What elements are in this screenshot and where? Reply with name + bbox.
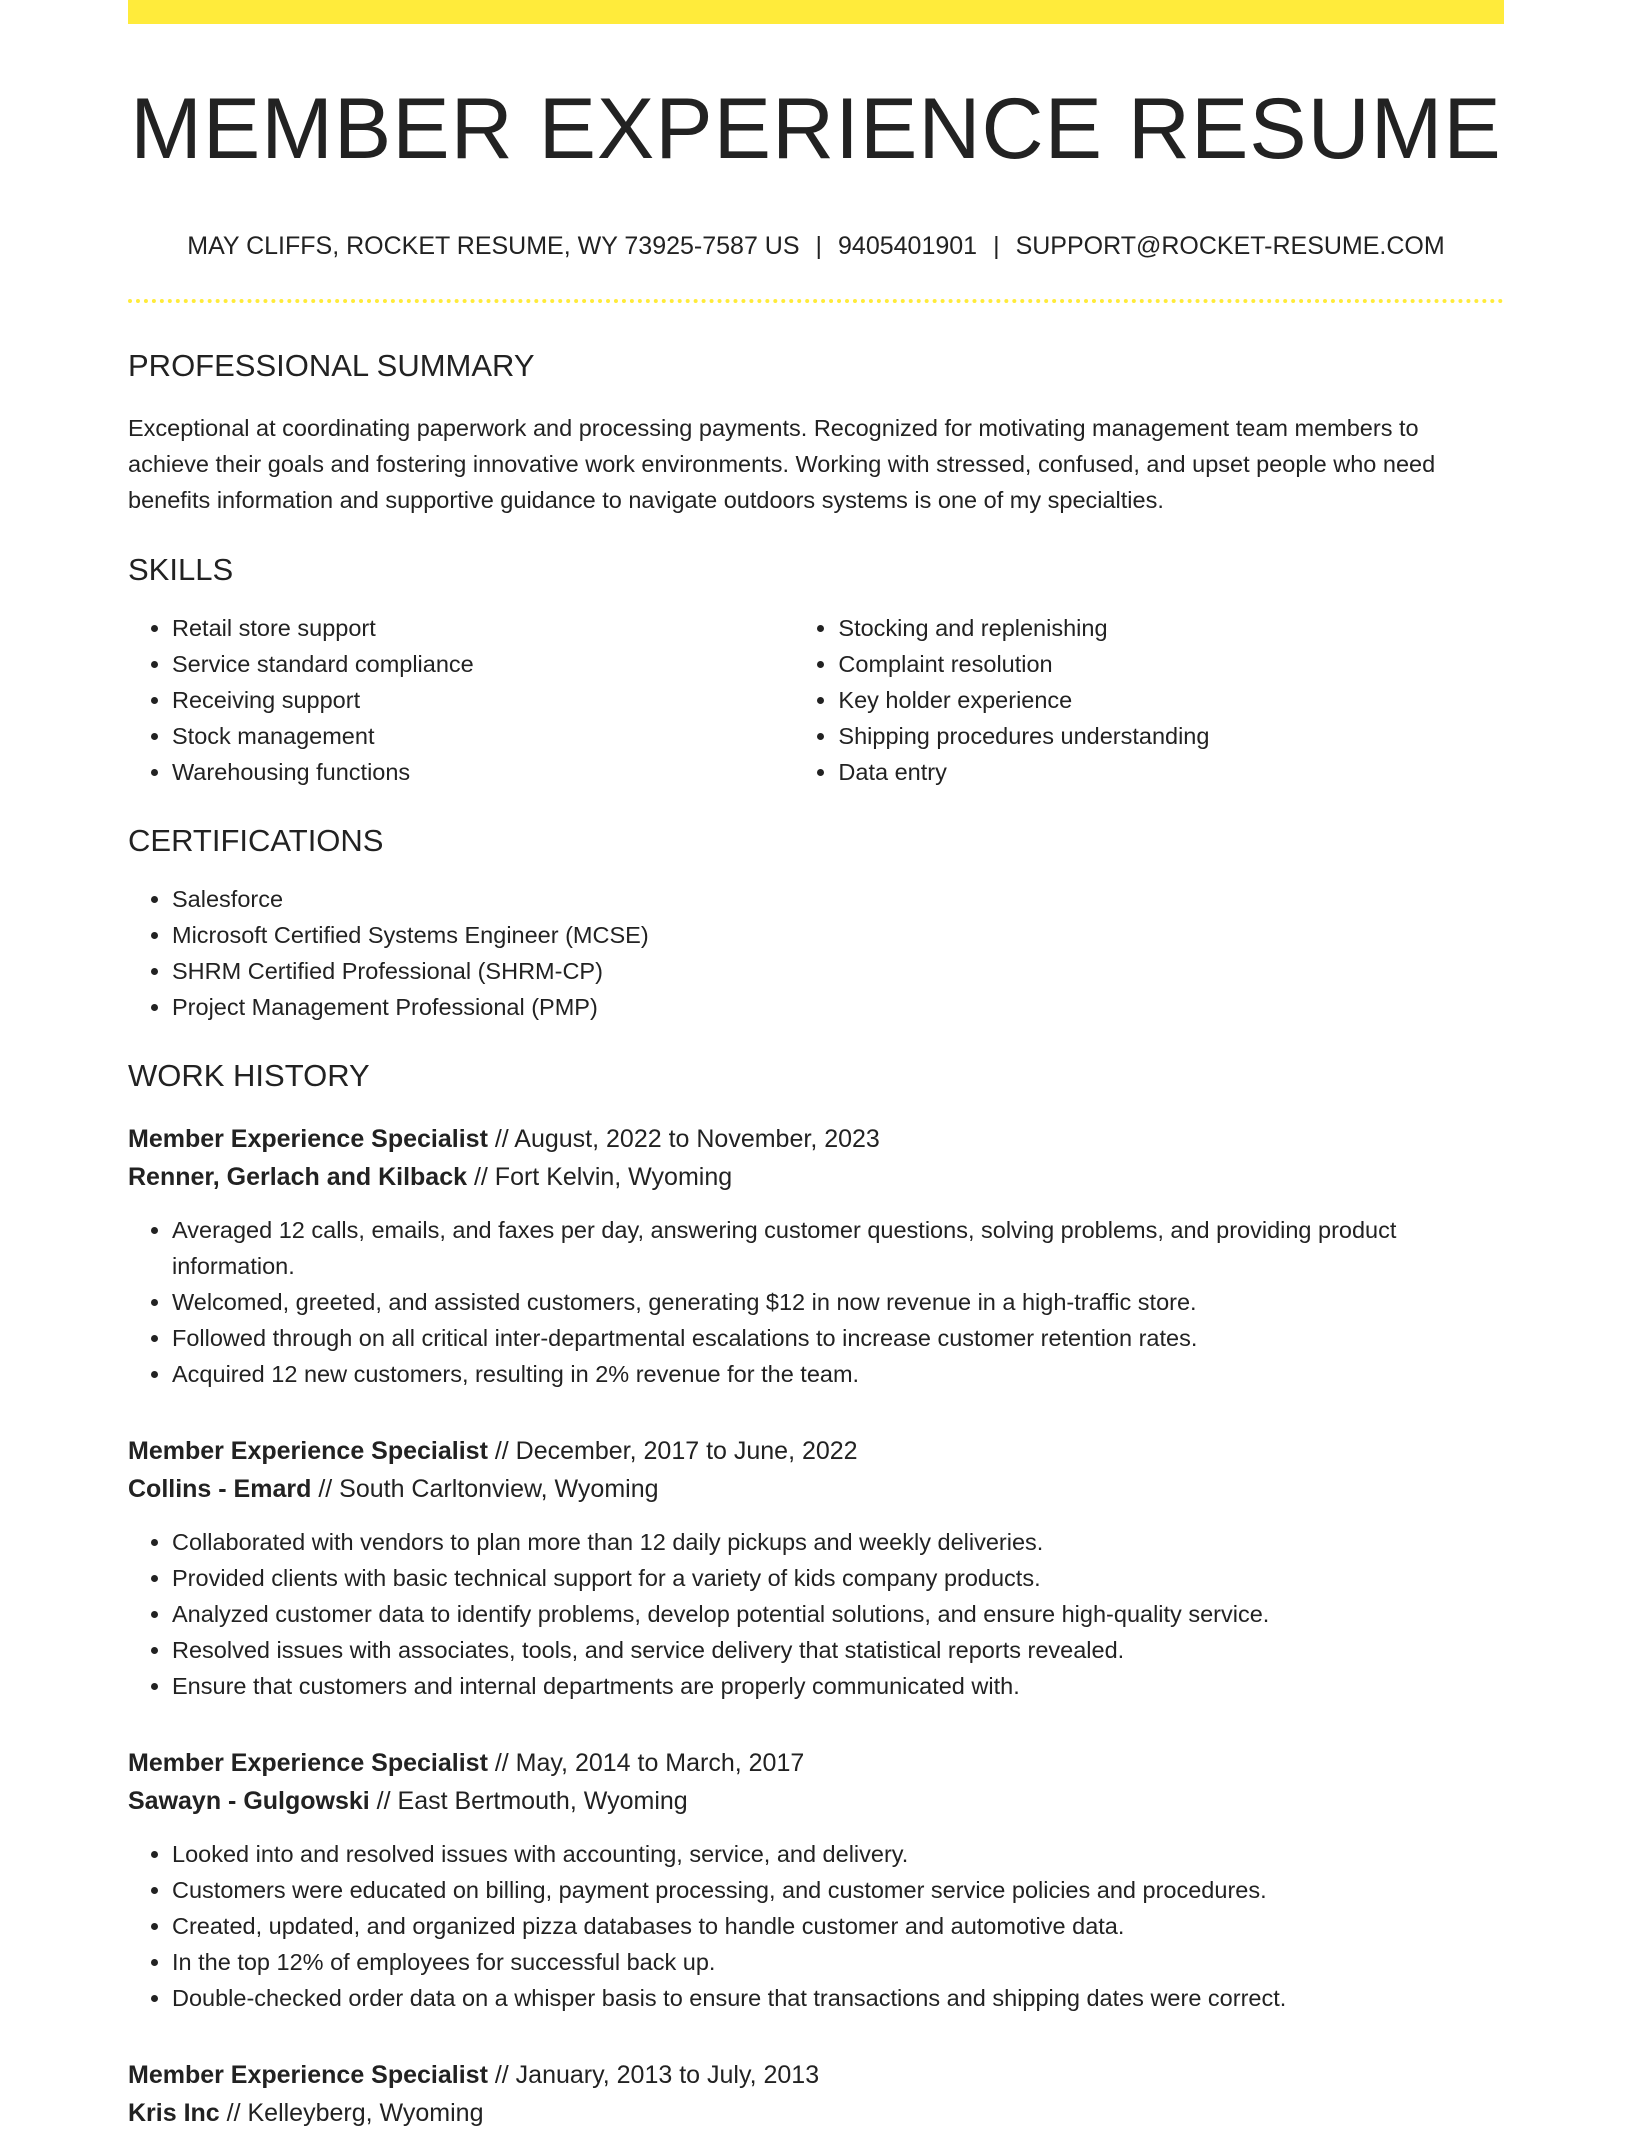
- job-bullet: • Followed through on all critical inter-departmental escalations to increase customer retention rates.: [172, 1320, 1504, 1356]
- job-company-line: [128, 1158, 1504, 1196]
- top-accent-bar: [128, 0, 1504, 24]
- job-bullet: • Welcomed, greeted, and assisted customers, generating $12 in now revenue in a high-traffic store.: [172, 1284, 1504, 1320]
- skills-list-right: [794, 610, 1504, 790]
- job-location: // East Bertmouth, Wyoming: [369, 1787, 688, 1816]
- job-location: // South Carltonview, Wyoming: [311, 1475, 659, 1504]
- certification-item: • Project Management Professional (PMP): [172, 989, 1504, 1025]
- contact-separator: |: [815, 231, 823, 260]
- summary-text: Exceptional at coordinating paperwork and processing payments. Recognized for motivating management team members to achieve their goals and fostering innovative work environments. Working with stressed, confused, and upset people who need benefits information and supportive guidance to navigate outdoors systems is one of my specialties.: [128, 414, 1436, 513]
- job-company: Renner, Gerlach and Kilback: [128, 1163, 468, 1192]
- job-entry: [128, 1120, 1504, 1392]
- job-bullet: • In the top 12% of employees for successful back up.: [172, 1944, 1504, 1980]
- contact-email: SUPPORT@ROCKET-RESUME.COM: [1015, 231, 1445, 260]
- job-dates: // January, 2013 to July, 2013: [487, 2061, 820, 2090]
- skill-item: • Stocking and replenishing: [838, 610, 1504, 646]
- job-bullet: • Looked into and resolved issues with accounting, service, and delivery.: [172, 1836, 1504, 1872]
- skill-item: • Retail store support: [172, 610, 794, 646]
- job-company: Collins - Emard: [128, 1475, 312, 1504]
- certifications-list: [128, 881, 1504, 1025]
- skill-item: • Complaint resolution: [838, 646, 1504, 682]
- skill-item: • Key holder experience: [838, 682, 1504, 718]
- job-bullet: • Resolved issues with associates, tools, and service delivery that statistical reports revealed.: [172, 1632, 1504, 1668]
- certification-item: • Salesforce: [172, 881, 1504, 917]
- contact-separator: |: [993, 231, 1000, 260]
- job-title-line: [128, 2056, 1504, 2094]
- skill-item: • Shipping procedures understanding: [838, 718, 1504, 754]
- job-bullet: • Acquired 12 new customers, resulting in 2% revenue for the team.: [172, 1356, 1504, 1392]
- job-dates: // December, 2017 to June, 2022: [487, 1437, 858, 1466]
- header-divider: [128, 299, 1504, 303]
- contact-line: [128, 231, 1504, 261]
- job-bullet: • Double-checked order data on a whisper basis to ensure that transactions and shipping dates were correct.: [172, 1980, 1504, 2016]
- job-title: Member Experience Specialist: [128, 1749, 488, 1778]
- skill-item: • Warehousing functions: [172, 754, 794, 790]
- skill-item: • Service standard compliance: [172, 646, 794, 682]
- skills-list-left: [128, 610, 794, 790]
- certification-item: • SHRM Certified Professional (SHRM-CP): [172, 953, 1504, 989]
- job-bullet: • Ensure that customers and internal departments are properly communicated with.: [172, 1668, 1504, 1704]
- job-bullets: [128, 1524, 1504, 1704]
- job-entry: [128, 1432, 1504, 1704]
- job-title-line: [128, 1120, 1504, 1158]
- job-location: // Kelleyberg, Wyoming: [219, 2099, 484, 2128]
- job-bullet: • Customers were educated on billing, payment processing, and customer service policies and procedures.: [172, 1872, 1504, 1908]
- job-company-line: [128, 1470, 1504, 1508]
- summary-heading: PROFESSIONAL SUMMARY: [128, 347, 535, 383]
- job-company-line: [128, 1782, 1504, 1820]
- resume-title: MEMBER EXPERIENCE RESUME: [130, 81, 1502, 177]
- job-entry: [128, 1744, 1504, 2016]
- contact-phone: 9405401901: [838, 231, 978, 260]
- job-location: // Fort Kelvin, Wyoming: [467, 1163, 733, 1192]
- job-title-line: [128, 1432, 1504, 1470]
- job-bullets: [128, 1836, 1504, 2016]
- job-entry: [128, 2056, 1504, 2132]
- job-company: Kris Inc: [128, 2099, 220, 2128]
- contact-address: MAY CLIFFS, ROCKET RESUME, WY 73925-7587 US: [187, 231, 800, 260]
- job-bullet: • Averaged 12 calls, emails, and faxes per day, answering customer questions, solving problems, and providing product information.: [172, 1212, 1504, 1284]
- skill-item: • Data entry: [838, 754, 1504, 790]
- job-bullet: • Collaborated with vendors to plan more than 12 daily pickups and weekly deliveries.: [172, 1524, 1504, 1560]
- job-bullet: • Provided clients with basic technical support for a variety of kids company products.: [172, 1560, 1504, 1596]
- job-title: Member Experience Specialist: [128, 1437, 488, 1466]
- skill-item: • Stock management: [172, 718, 794, 754]
- job-dates: // August, 2022 to November, 2023: [487, 1125, 880, 1154]
- resume-page: [128, 0, 1504, 2132]
- job-title-line: [128, 1744, 1504, 1782]
- job-dates: // May, 2014 to March, 2017: [487, 1749, 805, 1778]
- skill-item: • Receiving support: [172, 682, 794, 718]
- job-bullets: [128, 1212, 1504, 1392]
- skills-heading: SKILLS: [128, 551, 234, 587]
- work-history-heading: WORK HISTORY: [128, 1058, 370, 1094]
- certification-item: • Microsoft Certified Systems Engineer (MCSE): [172, 917, 1504, 953]
- job-company-line: [128, 2094, 1504, 2132]
- job-bullet: • Analyzed customer data to identify problems, develop potential solutions, and ensure high-quality service.: [172, 1596, 1504, 1632]
- job-bullet: • Created, updated, and organized pizza databases to handle customer and automotive data.: [172, 1908, 1504, 1944]
- job-title: Member Experience Specialist: [128, 2061, 488, 2090]
- certifications-heading: CERTIFICATIONS: [128, 822, 384, 858]
- job-title: Member Experience Specialist: [128, 1125, 488, 1154]
- skills-columns: [128, 610, 1504, 790]
- job-company: Sawayn - Gulgowski: [128, 1787, 370, 1816]
